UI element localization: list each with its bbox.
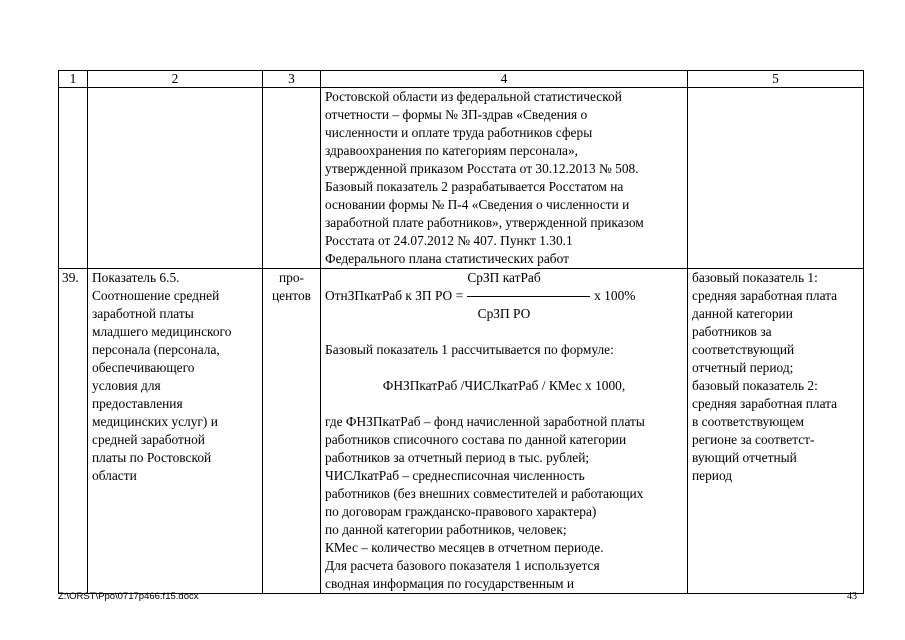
- continuation-methodology-cell: [321, 88, 688, 269]
- base-line: в соответствующем: [692, 414, 804, 429]
- page-number: 43: [847, 591, 857, 602]
- cell-empty: [263, 88, 321, 269]
- name-line: медицинских услуг) и: [92, 414, 218, 429]
- text-line: утвержденной приказом Росстата от 30.12.2013 № 508.: [325, 161, 639, 176]
- desc-line: по данной категории работников, человек;: [325, 522, 567, 537]
- formula-denominator: СрЗП РО: [477, 306, 531, 321]
- cell-empty: [88, 88, 263, 269]
- row-number: 39.: [59, 269, 88, 594]
- base-line: вующий отчетный: [692, 450, 797, 465]
- unit-line: центов: [272, 288, 311, 303]
- header-cell-3: 3: [263, 71, 321, 88]
- header-cell-2: 2: [88, 71, 263, 88]
- base-line: регионе за соответст-: [692, 432, 815, 447]
- table-row-39: [59, 269, 864, 594]
- header-cell-4: 4: [321, 71, 688, 88]
- desc-line: работников списочного состава по данной категории: [325, 432, 627, 447]
- unit-line: про-: [278, 270, 305, 285]
- base-line: средняя заработная плата: [692, 396, 838, 411]
- text-line: здравоохранения по категориям персонала»,: [325, 143, 579, 158]
- header-cell-1: 1: [59, 71, 88, 88]
- ratio-formula: [325, 269, 683, 323]
- base-line: базовый показатель 2:: [692, 378, 818, 393]
- text-line: Росстата от 24.07.2012 № 407. Пункт 1.30.1: [325, 233, 573, 248]
- name-line: предоставления: [92, 396, 183, 411]
- name-line: области: [92, 468, 137, 483]
- formula-rhs: x 100%: [594, 288, 636, 303]
- formula-numerator: СрЗП катРаб: [467, 270, 541, 285]
- base-line: данной категории: [692, 306, 793, 321]
- footer-file-path: Z:\ORST\Ppo\0717p466.f15.docx: [58, 591, 199, 602]
- name-line: заработной платы: [92, 306, 194, 321]
- desc-line: по договорам гражданско-правового характера): [325, 504, 597, 519]
- desc-line: сводная информация по государственным и: [325, 576, 575, 591]
- base1-intro: Базовый показатель 1 рассчитывается по формуле:: [325, 342, 614, 357]
- name-line: Соотношение средней: [92, 288, 220, 303]
- text-line: заработной плате работников», утвержденной приказом: [325, 215, 644, 230]
- fraction-bar: [467, 296, 590, 297]
- base-line: работников за: [692, 324, 772, 339]
- desc-line: работников за отчетный период в тыс. рублей;: [325, 450, 590, 465]
- base-line: отчетный период;: [692, 360, 794, 375]
- table-header-row: [59, 71, 864, 88]
- name-line: условия для: [92, 378, 161, 393]
- desc-line: КМес – количество месяцев в отчетном периоде.: [325, 540, 604, 555]
- desc-line: Для расчета базового показателя 1 используется: [325, 558, 600, 573]
- desc-line: работников (без внешних совместителей и работающих: [325, 486, 644, 501]
- table-row-continuation: [59, 88, 864, 269]
- desc-line: где ФНЗПкатРаб – фонд начисленной заработной платы: [325, 414, 645, 429]
- name-line: Показатель 6.5.: [92, 270, 180, 285]
- name-line: персонала (персонала,: [92, 342, 220, 357]
- spacer: [325, 323, 683, 341]
- cell-empty: [59, 88, 88, 269]
- desc-line: ЧИСЛкатРаб – среднесписочная численность: [325, 468, 585, 483]
- text-line: Базовый показатель 2 разрабатывается Росстатом на: [325, 179, 624, 194]
- unit-cell: [263, 269, 321, 594]
- text-line: Ростовской области из федеральной статистической: [325, 89, 622, 104]
- text-line: основании формы № П-4 «Сведения о численности и: [325, 197, 630, 212]
- name-line: средней заработной: [92, 432, 205, 447]
- base-line: базовый показатель 1:: [692, 270, 818, 285]
- base-line: соответствующий: [692, 342, 795, 357]
- text-line: отчетности – формы № ЗП-здрав «Сведения о: [325, 107, 588, 122]
- text-line: численности и оплате труда работников сферы: [325, 125, 593, 140]
- indicator-table: [58, 70, 864, 594]
- formula-lhs: ОтнЗПкатРаб к ЗП РО =: [325, 288, 464, 303]
- name-line: младшего медицинского: [92, 324, 232, 339]
- base1-formula: ФНЗПкатРаб /ЧИСЛкатРаб / КМес х 1000,: [382, 378, 626, 393]
- name-line: обеспечивающего: [92, 360, 195, 375]
- spacer: [325, 395, 683, 413]
- base-indicators-cell: [688, 269, 864, 594]
- name-line: платы по Ростовской: [92, 450, 212, 465]
- spacer: [325, 359, 683, 377]
- cell-empty: [688, 88, 864, 269]
- text-line: Федерального плана статистических работ: [325, 251, 569, 266]
- base-line: период: [692, 468, 733, 483]
- base-line: средняя заработная плата: [692, 288, 838, 303]
- methodology-cell: [321, 269, 688, 594]
- indicator-name-cell: [88, 269, 263, 594]
- header-cell-5: 5: [688, 71, 864, 88]
